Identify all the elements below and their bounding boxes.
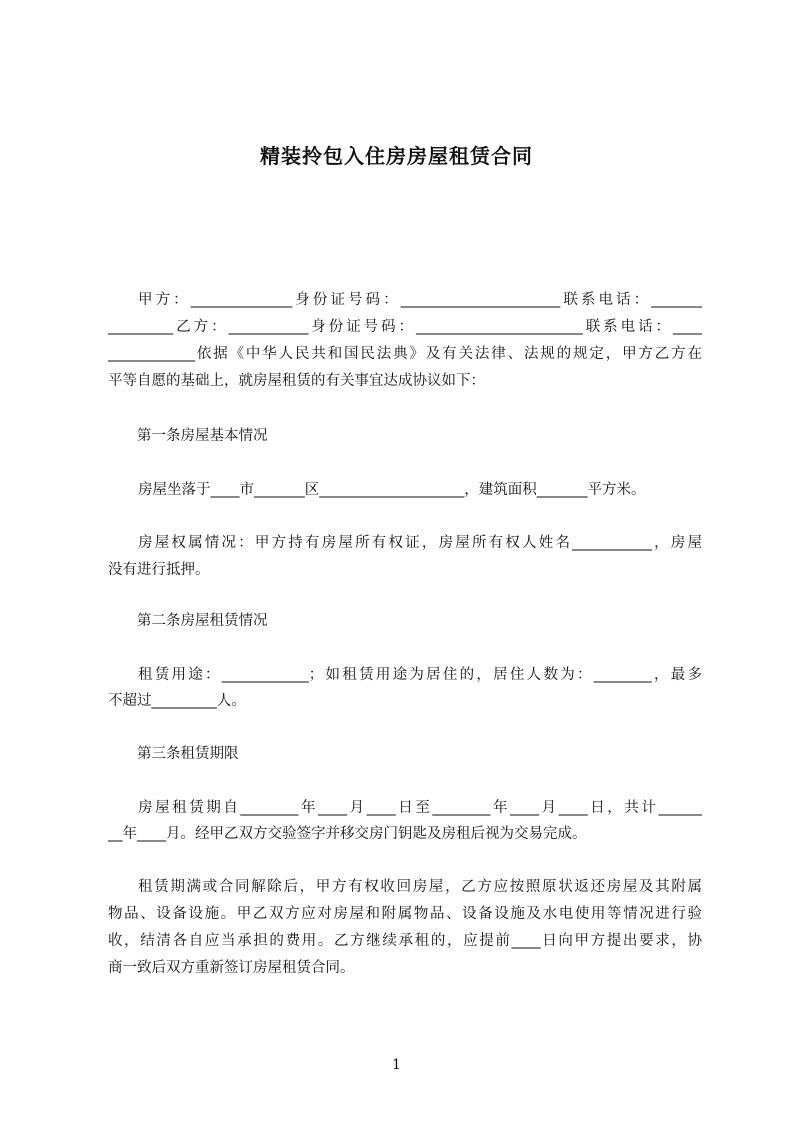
article-3-term-line-2: __年____月。经甲乙双方交验签字并移交房门钥匙及房租后视为交易完成。 [108,826,587,842]
parties-line-4: 平等自愿的基础上，就房屋租赁的有关事宜达成协议如下： [108,373,485,389]
article-1-ownership-line-1: 房屋权属情况：甲方持有房屋所有权证，房屋所有权人姓名___________，房屋 [138,535,702,551]
article-1-heading: 第一条房屋基本情况 [137,428,268,444]
article-3-expiry-line-2: 物品、设备设施。甲乙双方应对房屋和附属物品、设备设施及水电使用等情况进行验 [108,906,702,922]
parties-line-2: _________乙方：___________身份证号码：_______________________联系电话：____ [108,319,702,335]
article-3-heading: 第三条租赁期限 [137,746,239,762]
article-1-ownership-line-2: 没有进行抵押。 [108,562,210,578]
article-2-usage-line-1: 租赁用途：____________；如租赁用途为居住的，居住人数为：________，最多 [138,667,702,683]
document-title: 精装拎包入住房房屋租赁合同 [260,144,533,168]
article-3-term-line-1: 房屋租赁期自________年____月____日至________年____月____日，共计______ [138,800,702,816]
page-number: 1 [392,1057,401,1073]
article-2-usage-line-2: 不超过_________人。 [108,693,246,709]
article-3-expiry-line-4: 商一致后双方重新签订房屋租赁合同。 [108,960,355,976]
article-1-location: 房屋坐落于____市_______区____________________，建筑面积_______平方米。 [138,482,646,498]
parties-line-3: ____________依据《中华人民共和国民法典》及有关法律、法规的规定，甲方乙方在 [108,346,702,362]
parties-line-1: 甲方：______________身份证号码：______________________联系电话：_______ [138,292,702,308]
article-2-heading: 第二条房屋租赁情况 [137,613,268,629]
article-3-expiry-line-1: 租赁期满或合同解除后，甲方有权收回房屋，乙方应按照原状返还房屋及其附属 [138,879,702,895]
article-3-expiry-line-3: 收，结清各自应当承担的费用。乙方继续承租的，应提前____日向甲方提出要求，协 [108,933,702,949]
